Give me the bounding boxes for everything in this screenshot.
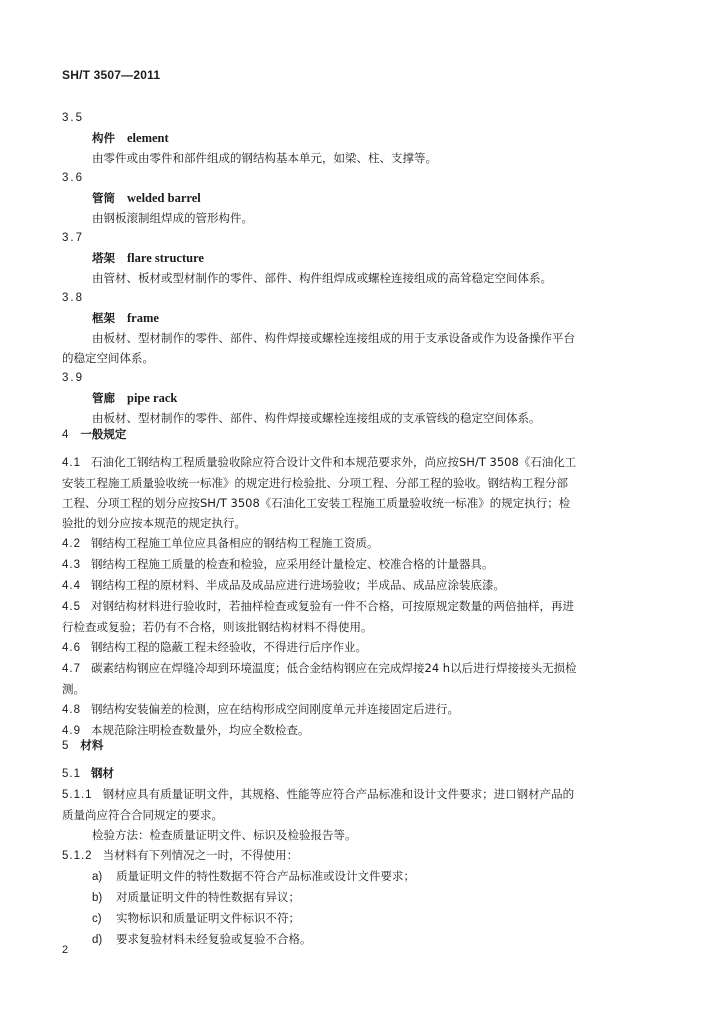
term-heading xyxy=(62,128,660,148)
list-text: 要求复验材料未经复验或复验不合格。 xyxy=(116,932,312,946)
term-definition-cont: 的稳定空间体系。 xyxy=(62,351,154,365)
term-definition: 由板材、型材制作的零件、部件、构件焊接或螺栓连接组成的支承管线的稳定空间体系。 xyxy=(92,411,541,425)
clause-text: 当材料有下列情况之一时，不得使用： xyxy=(102,848,299,862)
list-label: b) xyxy=(92,892,103,904)
term-number: 3.9 xyxy=(62,372,84,384)
clause-number: 4.6 xyxy=(62,642,81,654)
clause-5-1-2 xyxy=(62,845,660,866)
terms-block xyxy=(62,108,660,428)
term-number: 3.6 xyxy=(62,172,84,184)
clause-text: 石油化工钢结构工程质量验收除应符合设计文件和本规范要求外，尚应按SH/T 3508《石油化工 xyxy=(91,455,577,469)
clause-number: 4.9 xyxy=(62,725,81,737)
list-label: c) xyxy=(92,913,102,925)
clause-4-3 xyxy=(62,554,660,575)
clause-number: 4.8 xyxy=(62,704,81,716)
term-cn: 框架 xyxy=(92,311,115,325)
term-number: 3.8 xyxy=(62,292,84,304)
clause-number: 4.4 xyxy=(62,580,81,592)
term-en: frame xyxy=(127,311,159,325)
clause-text: 钢结构安装偏差的检测，应在结构形成空间刚度单元并连接固定后进行。 xyxy=(91,702,459,716)
term-en: element xyxy=(127,131,169,145)
list-label: a) xyxy=(92,871,103,883)
clause-text-cont: 工程、分项工程的划分应按SH/T 3508《石油化工安装工程施工质量验收统一标准》的规定执行；检 xyxy=(62,496,571,510)
clause-number: 4.1 xyxy=(62,457,81,469)
clause-text-cont: 安装工程施工质量验收统一标准》的规定进行检验批、分项工程、分部工程的验收。钢结构工程分部 xyxy=(62,476,568,490)
clause-4-1 xyxy=(62,452,660,473)
term-heading xyxy=(62,388,660,408)
term-definition: 由钢板滚制组焊成的管形构件。 xyxy=(92,211,253,225)
section-4-items xyxy=(62,452,660,741)
term-heading xyxy=(62,308,660,328)
clause-text: 对钢结构材料进行验收时，若抽样检查或复验有一件不合格，可按原规定数量的两倍抽样，再进 xyxy=(91,599,574,613)
clause-number: 5.1.1 xyxy=(62,789,93,801)
term-en: welded barrel xyxy=(127,191,201,205)
list-text: 对质量证明文件的特性数据有异议； xyxy=(116,890,300,904)
term-heading xyxy=(62,248,660,268)
section-number: 5 xyxy=(62,740,69,752)
section-5 xyxy=(62,735,660,756)
term-definition: 由管材、板材或型材制作的零件、部件、构件组焊成或螺栓连接组成的高耸稳定空间体系。 xyxy=(92,271,552,285)
list-item xyxy=(62,866,660,887)
section-title: 材料 xyxy=(80,738,104,752)
list-text: 质量证明文件的特性数据不符合产品标准或设计文件要求； xyxy=(116,869,415,883)
page-number: 2 xyxy=(62,944,69,956)
clause-4-7 xyxy=(62,658,660,679)
clause-text: 本规范除注明检查数量外，均应全数检查。 xyxy=(91,723,310,737)
clause-4-4 xyxy=(62,575,660,596)
clause-text-cont: 质量尚应符合合同规定的要求。 xyxy=(62,808,223,822)
section-heading xyxy=(62,424,660,445)
subsection-heading xyxy=(62,763,660,784)
term-heading xyxy=(62,188,660,208)
clause-5-1-1 xyxy=(62,784,660,805)
clause-text: 钢结构工程的原材料、半成品及成品应进行进场验收；半成品、成品应涂装底漆。 xyxy=(91,578,505,592)
clause-4-5 xyxy=(62,596,660,617)
inspection-method: 检验方法：检查质量证明文件、标识及检验报告等。 xyxy=(92,828,357,842)
term-cn: 塔架 xyxy=(92,251,115,265)
term-en: pipe rack xyxy=(127,391,178,405)
clause-number: 4.3 xyxy=(62,559,81,571)
clause-number: 4.2 xyxy=(62,538,81,550)
clause-text: 钢结构工程施工单位应具备相应的钢结构工程施工资质。 xyxy=(91,536,379,550)
clause-text: 钢结构工程施工质量的检查和检验，应采用经计量检定、校准合格的计量器具。 xyxy=(91,557,494,571)
clause-text-cont: 验批的划分应按本规范的规定执行。 xyxy=(62,516,246,530)
term-definition: 由零件或由零件和部件组成的钢结构基本单元，如梁、柱、支撑等。 xyxy=(92,151,437,165)
section-5-body xyxy=(62,763,660,950)
term-en: flare structure xyxy=(127,251,204,265)
list-text: 实物标识和质量证明文件标识不符； xyxy=(116,911,300,925)
term-cn: 构件 xyxy=(92,131,115,145)
clause-text-cont: 行检查或复验；若仍有不合格，则该批钢结构材料不得使用。 xyxy=(62,620,373,634)
section-title: 一般规定 xyxy=(80,427,127,441)
clause-number: 4.7 xyxy=(62,663,81,675)
clause-4-6 xyxy=(62,637,660,658)
clause-text: 钢材应具有质量证明文件，其规格、性能等应符合产品标准和设计文件要求；进口钢材产品的 xyxy=(102,787,575,801)
clause-number: 5.1.2 xyxy=(62,850,93,862)
term-cn: 管筒 xyxy=(92,191,115,205)
section-number: 4 xyxy=(62,429,69,441)
term-number: 3.5 xyxy=(62,112,84,124)
clause-text-cont: 测。 xyxy=(62,682,85,696)
clause-number: 4.5 xyxy=(62,601,81,613)
list-label: d) xyxy=(92,934,103,946)
list-item xyxy=(62,887,660,908)
section-heading xyxy=(62,735,660,756)
standard-number-header: SH/T 3507—2011 xyxy=(62,68,161,82)
term-cn: 管廊 xyxy=(92,391,115,405)
subsection-title: 钢材 xyxy=(91,766,114,780)
clause-4-2 xyxy=(62,533,660,554)
section-4 xyxy=(62,424,660,445)
clause-text: 钢结构工程的隐蔽工程未经验收，不得进行后序作业。 xyxy=(91,640,367,654)
list-item xyxy=(62,908,660,929)
subsection-number: 5.1 xyxy=(62,768,81,780)
term-definition: 由板材、型材制作的零件、部件、构件焊接或螺栓连接组成的用于支承设备或作为设备操作平台 xyxy=(92,331,575,345)
clause-4-8 xyxy=(62,699,660,720)
term-number: 3.7 xyxy=(62,232,84,244)
clause-text: 碳素结构钢应在焊缝冷却到环境温度；低合金结构钢应在完成焊接24 h以后进行焊接接头无损检 xyxy=(91,661,577,675)
list-item xyxy=(62,929,660,950)
